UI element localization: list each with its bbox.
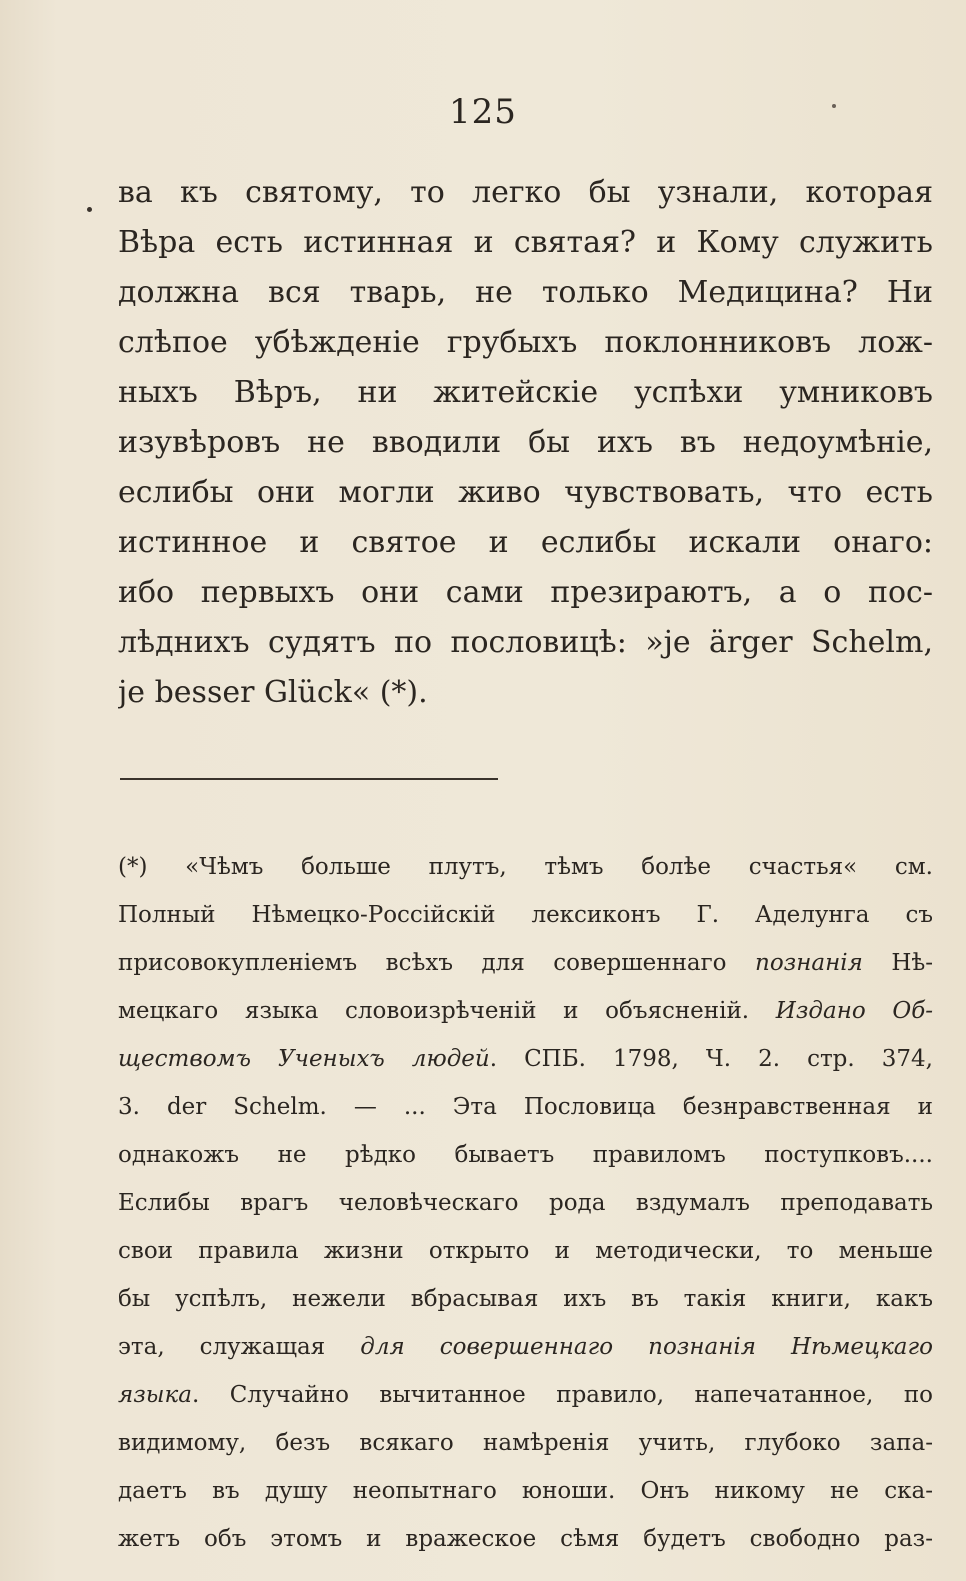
footnote-line: даетъ въ душу неопытнаго юноши. Онъ никому не ска- [118,1478,933,1504]
text-line: лѣднихъ судятъ по пословицѣ: »je ärger Schelm, [118,625,933,660]
text-line: должна вся тварь, не только Медицина? Ни [118,275,933,310]
footnote-rule [120,778,498,780]
text-line: ныхъ Вѣръ, ни житейскіе успѣхи умниковъ [118,375,933,410]
text-line: еслибы они могли живо чувствовать, что есть [118,475,933,510]
text-line: je besser Glück« (*). [118,675,428,710]
footnote-line: свои правила жизни открыто и методически, то меньше [118,1238,933,1264]
footnote-text: мецкаго языка словоизрѣченій и объясненій. [118,998,750,1024]
footnote-line: Еслибы врагъ человѣческаго рода вздумалъ преподавать [118,1190,933,1216]
text-line: ва къ святому, то легко бы узнали, которая [118,175,933,210]
footnote-line: Полный Нѣмецко-Россійскій лексиконъ Г. Аделунга съ [118,902,933,928]
footnote-line [118,1035,933,1083]
footnote-line [118,939,933,987]
footnote-line: 3. der Schelm. — ... Эта Пословица безнравственная и [118,1094,933,1120]
footnote-line [118,1323,933,1371]
margin-dot [87,207,92,212]
footnote-line [118,1371,933,1419]
footnote-line: жетъ объ этомъ и вражеское сѣмя будетъ свободно раз- [118,1526,933,1552]
footnote-line [118,987,933,1035]
footnote-italic: Издано Об- [775,998,933,1024]
text-line: истинное и святое и еслибы искали онаго: [118,525,933,560]
text-line: слѣпое убѣжденіе грубыхъ поклонниковъ лож- [118,325,933,360]
text-line: изувѣровъ не вводили бы ихъ въ недоумѣніе, [118,425,933,460]
footnote-italic: языка [118,1382,192,1408]
footnote [118,843,933,1563]
footnote-text: . СПБ. 1798, Ч. 2. стр. 374, [489,1046,933,1072]
text-line: ибо первыхъ они сами презираютъ, а о пос- [118,575,933,610]
footnote-italic: познанія [755,950,863,976]
text-line: Вѣра есть истинная и святая? и Кому служить [118,225,933,260]
footnote-line: видимому, безъ всякаго намѣренія учить, глубоко запа- [118,1430,933,1456]
footnote-line: однакожъ не рѣдко бываетъ правиломъ поступковъ.... [118,1142,933,1168]
footnote-italic: ществомъ Ученыхъ людей [118,1046,490,1072]
footnote-text: Нѣ- [891,950,933,976]
footnote-italic: для совершеннаго познанія Нѣмецкаго [360,1334,933,1360]
footnote-text: . Случайно вычитанное правило, напечатанное, по [191,1382,933,1408]
footnote-text: эта, служащая [118,1334,326,1360]
main-text [118,168,933,718]
page-number: 125 [449,92,517,132]
footnote-line: бы успѣлъ, нежели вбрасывая ихъ въ такія книги, какъ [118,1286,933,1312]
footnote-text: присовокупленіемъ всѣхъ для совершеннаго [118,950,727,976]
footnote-line: (*) «Чѣмъ больше плутъ, тѣмъ болѣе счастья« см. [118,854,933,880]
